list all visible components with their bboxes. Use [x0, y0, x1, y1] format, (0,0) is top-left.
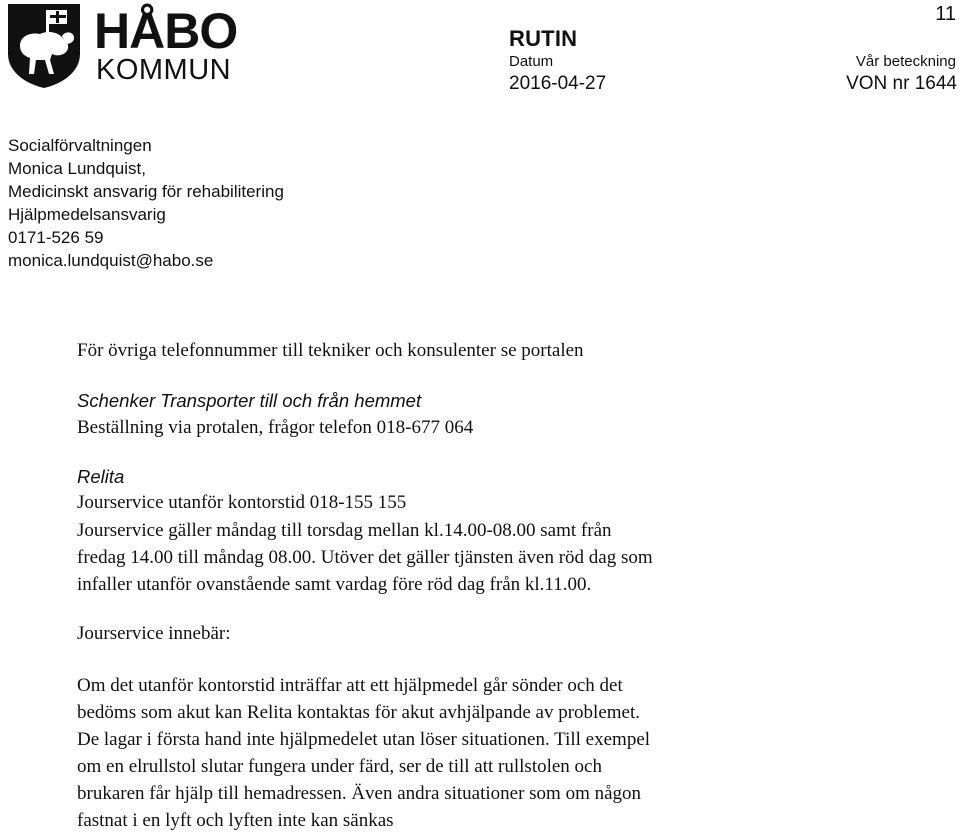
relita-phone-line: Jourservice utanför kontorstid 018-155 155: [77, 492, 407, 513]
relita-heading: Relita: [77, 466, 125, 487]
habo-kommun-logo: [6, 2, 238, 90]
reference-label: Vår beteckning: [855, 53, 956, 70]
date-value: 2016-04-27: [509, 73, 607, 94]
page-number: 11: [935, 3, 956, 25]
sender-responsibility: Hjälpmedelsansvarig: [8, 205, 166, 224]
sender-role: Medicinskt ansvarig för rehabilitering: [8, 182, 284, 201]
jour-paragraph: [77, 672, 650, 834]
paragraph-line: Om det utanför kontorstid inträffar att ett hjälpmedel går sönder och det: [77, 675, 623, 696]
sender-block: [8, 134, 284, 272]
portal-note: För övriga telefonnummer till tekniker och konsulenter se portalen: [77, 340, 584, 361]
paragraph-line: infaller utanför ovanstående samt vardag före röd dag från kl.11.00.: [77, 574, 592, 595]
jour-heading: Jourservice innebär:: [77, 623, 231, 644]
paragraph-line: fredag 14.00 till måndag 08.00. Utöver det gäller tjänsten även röd dag som: [77, 547, 653, 568]
paragraph-line: brukaren får hjälp till hemadressen. Även andra situationer som om någon: [77, 783, 642, 804]
logo-name: HÅBO: [94, 3, 238, 59]
paragraph-line: Jourservice gäller måndag till torsdag mellan kl.14.00-08.00 samt från: [77, 520, 612, 541]
schenker-line: Beställning via protalen, frågor telefon 018-677 064: [77, 417, 474, 438]
sender-phone: 0171-526 59: [8, 228, 104, 247]
sender-department: Socialförvaltningen: [8, 136, 152, 155]
document-type: RUTIN: [509, 26, 578, 51]
sender-email: monica.lundquist@habo.se: [8, 251, 214, 270]
paragraph-line: fastnat i en lyft och lyften inte kan sänkas: [77, 810, 394, 831]
relita-paragraph: [77, 517, 653, 598]
sender-name: Monica Lundquist,: [8, 159, 146, 178]
reference-value: VON nr 1644: [846, 73, 957, 94]
logo-subname: KOMMUN: [96, 54, 232, 86]
paragraph-line: De lagar i första hand inte hjälpmedelet utan löser situationen. Till exempel: [77, 729, 651, 750]
paragraph-line: bedöms som akut kan Relita kontaktas för akut avhjälpande av problemet.: [77, 702, 640, 723]
date-label: Datum: [509, 53, 554, 70]
schenker-heading: Schenker Transporter till och från hemmet: [77, 390, 422, 411]
paragraph-line: om en elrullstol slutar fungera under färd, ser de till att rullstolen och: [77, 756, 602, 777]
